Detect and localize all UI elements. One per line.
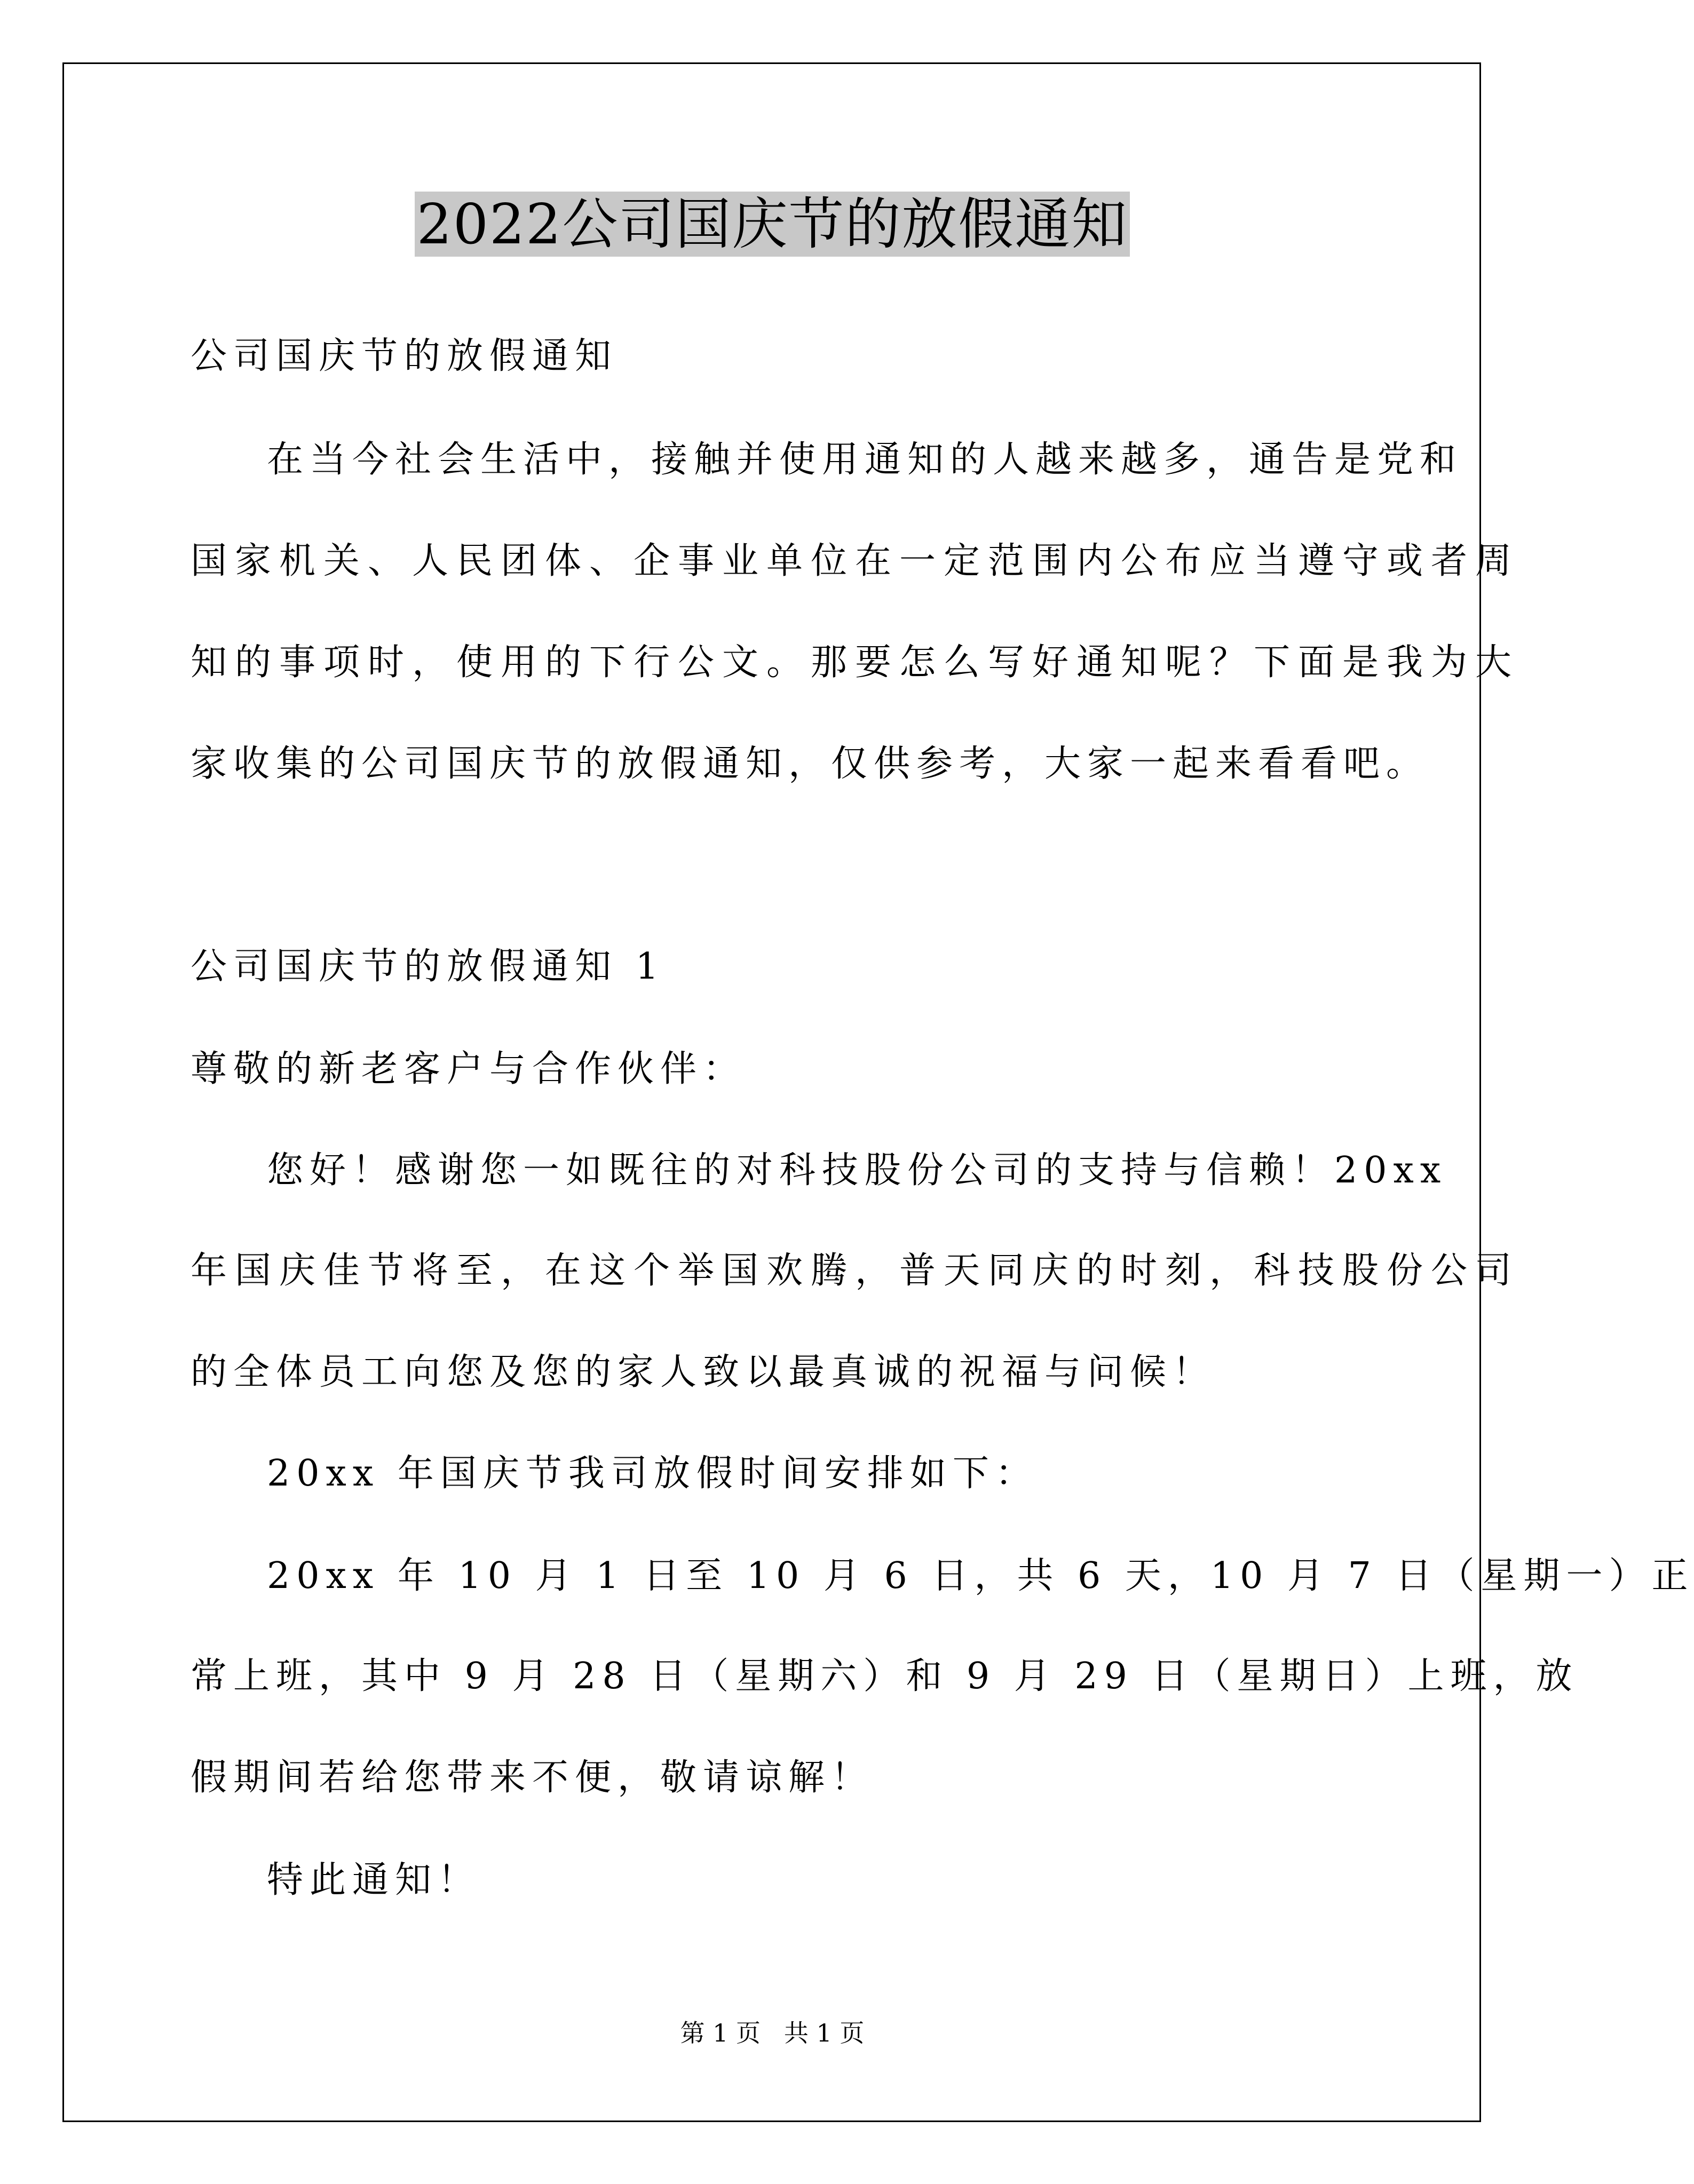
intro-paragraph-line-1: 在当今社会生活中，接触并使用通知的人越来越多，通告是党和: [267, 439, 1463, 481]
greeting-paragraph-line-1: 您好！感谢您一如既往的对科技股份公司的支持与信赖！20xx: [267, 1149, 1447, 1192]
document-title: [0, 187, 1545, 261]
schedule-paragraph-line-2: 常上班，其中 9 月 28 日（星期六）和 9 月 29 日（星期日）上班，放: [191, 1655, 1579, 1697]
section-heading: 公司国庆节的放假通知 1: [191, 946, 665, 988]
schedule-paragraph-line-3: 假期间若给您带来不便，敬请谅解！: [191, 1757, 874, 1799]
intro-paragraph-line-3: 知的事项时，使用的下行公文。那要怎么写好通知呢？下面是我为大: [191, 641, 1520, 684]
salutation: 尊敬的新老客户与合作伙伴：: [191, 1048, 746, 1090]
closing-line: 特此通知！: [267, 1859, 481, 1901]
document-title-text: 2022公司国庆节的放假通知: [415, 192, 1130, 257]
greeting-paragraph-line-3: 的全体员工向您及您的家人致以最真诚的祝福与问候！: [191, 1351, 1216, 1393]
subtitle: 公司国庆节的放假通知: [191, 335, 618, 377]
intro-paragraph-line-4: 家收集的公司国庆节的放假通知，仅供参考，大家一起来看看吧。: [191, 743, 1429, 785]
schedule-paragraph-line-1: 20xx 年 10 月 1 日至 10 月 6 日，共 6 天，10 月 7 日（星期一）正: [267, 1555, 1694, 1597]
page-footer: 第 1 页 共 1 页: [680, 2019, 865, 2047]
greeting-paragraph-line-2: 年国庆佳节将至，在这个举国欢腾，普天同庆的时刻，科技股份公司: [191, 1250, 1520, 1292]
intro-paragraph-line-2: 国家机关、人民团体、企事业单位在一定范围内公布应当遵守或者周: [191, 540, 1520, 582]
schedule-intro: 20xx 年国庆节我司放假时间安排如下：: [267, 1452, 1038, 1495]
